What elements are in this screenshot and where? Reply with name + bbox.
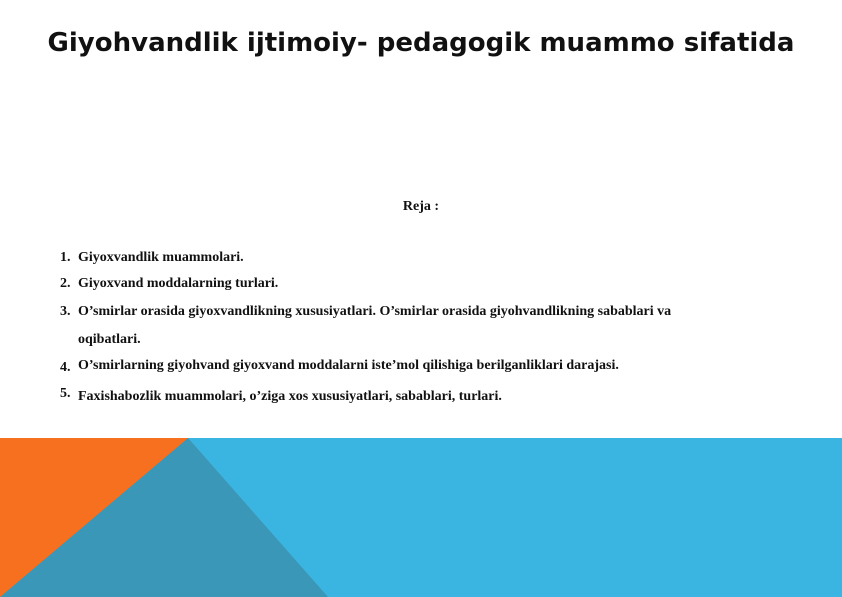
plan-item-number: 4. (60, 360, 71, 375)
plan-item-text: Giyoxvandlik muammolari. (78, 250, 244, 265)
plan-item-number: 1. (60, 250, 71, 265)
plan-item-text: O’smirlar orasida giyoxvandlikning xususiyatlari. O’smirlar orasida giyohvandlikning sabablari va (78, 304, 672, 319)
plan-item-text-continuation: oqibatlari. (78, 332, 141, 347)
plan-item-number: 2. (60, 276, 71, 291)
plan-item-number: 3. (60, 304, 71, 319)
slide-title: Giyohvandlik ijtimoiy- pedagogik muammo sifatida (47, 28, 795, 58)
plan-item-number: 5. (60, 386, 71, 401)
plan-item-text: O’smirlarning giyohvand giyoxvand moddalarni iste’mol qilishiga berilganliklari darajasi. (78, 358, 619, 373)
plan-heading: Reja : (402, 199, 440, 214)
plan-item-text: Faxishabozlik muammolari, o’ziga xos xususiyatlari, sabablari, turlari. (78, 389, 502, 404)
plan-item-text: Giyoxvand moddalarning turlari. (78, 276, 279, 291)
